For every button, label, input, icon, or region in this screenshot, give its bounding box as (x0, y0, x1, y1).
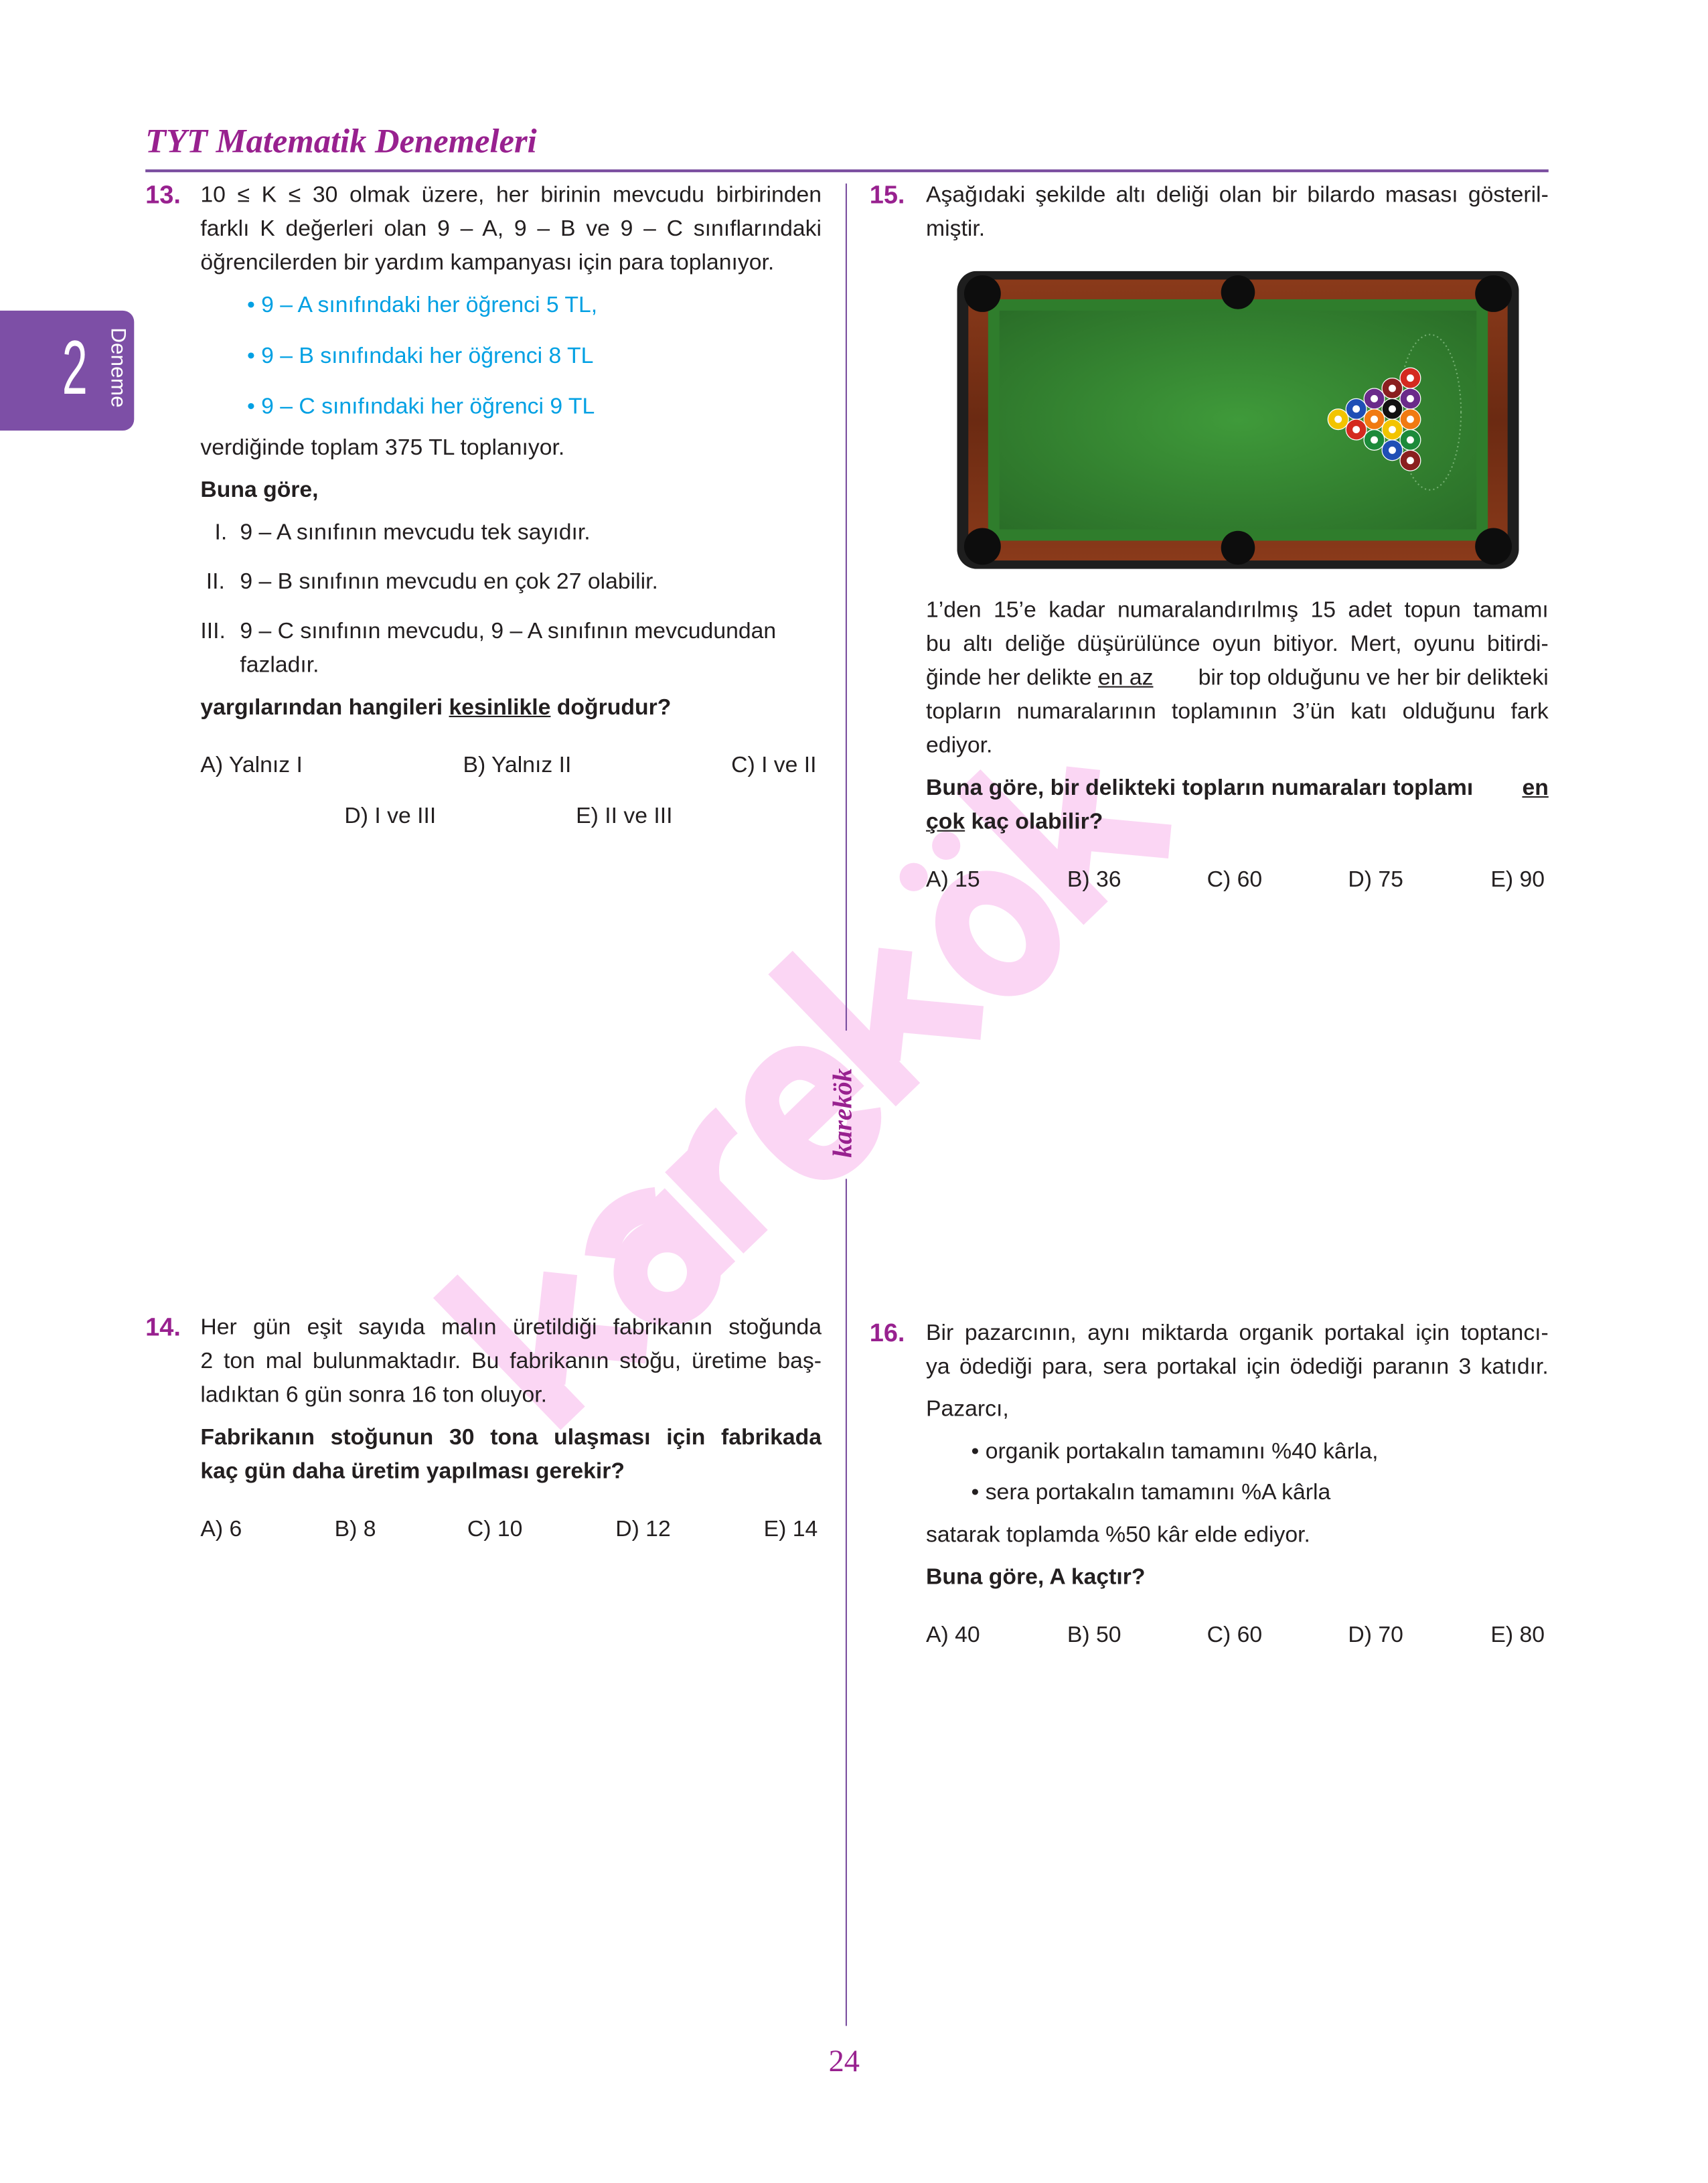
bullet-item: • 9 – B sınıfındaki her öğrenci 8 TL (246, 344, 594, 369)
text-line: 10 ≤ K ≤ 30 olmak üzere, her birinin mevcudu birbirinden (200, 183, 822, 208)
ball-number-spot (1352, 426, 1360, 433)
page-header-title: TYT Matematik Denemeleri (145, 124, 537, 161)
side-tab-label: Deneme (106, 327, 130, 408)
text-line: ya ödediği para, sera portakal için ödediği paranın 3 katıdır. (926, 1355, 1549, 1379)
ball-number-spot (1389, 405, 1396, 412)
statement-text: 9 – C sınıfının mevcudu, 9 – A sınıfının mevcudundan (240, 619, 777, 644)
bullet-item: • 9 – A sınıfındaki her öğrenci 5 TL, (246, 293, 598, 318)
question-text-part: doğrudur? (550, 696, 672, 721)
page-number: 24 (828, 2042, 860, 2079)
ball-number-spot (1389, 447, 1396, 454)
statement-num: I. (214, 520, 228, 545)
pocket (1221, 531, 1255, 565)
option-e[interactable]: E) II ve III (576, 804, 673, 829)
ball-number-spot (1389, 426, 1396, 433)
question-text: Fabrikanın stoğunun 30 tona ulaşması için fabrikada (200, 1426, 822, 1450)
text-line: Her gün eşit sayıda malın üretildiği fabrikanın stoğunda (200, 1315, 822, 1340)
option-d[interactable]: D) 70 (1348, 1623, 1403, 1648)
ball-number-spot (1407, 395, 1414, 402)
question-text (200, 696, 671, 721)
ball-number-spot (1371, 416, 1378, 423)
text-line: öğrencilerden bir yardım kampanyası için para toplanıyor. (200, 251, 775, 276)
statement-text: fazladır. (240, 654, 319, 678)
option-b[interactable]: B) 50 (1067, 1623, 1121, 1648)
option-b[interactable]: B) 36 (1067, 868, 1121, 893)
side-tab (0, 311, 134, 431)
bullet-item: • organik portakalın tamamını %40 kârla, (971, 1440, 1379, 1464)
ball-number-spot (1352, 405, 1360, 412)
question-text-part: yargılarından hangileri (200, 696, 449, 721)
pocket (964, 275, 1001, 312)
option-d[interactable]: D) 12 (615, 1517, 671, 1542)
question-number: 14. (145, 1312, 181, 1341)
option-b[interactable]: B) Yalnız II (463, 753, 572, 778)
text-part: ğinde her delikte (926, 666, 1098, 690)
question-number: 13. (145, 180, 181, 210)
column-divider-bottom (846, 1179, 847, 2026)
question-text: kaç gün daha üretim yapılması gerekir? (200, 1459, 625, 1484)
ball-number-spot (1371, 395, 1378, 402)
pocket (964, 528, 1001, 565)
text-part: bir top olduğunu ve her bir delikteki (1192, 666, 1549, 690)
text-line: verdiğinde toplam 375 TL toplanıyor. (200, 436, 565, 461)
side-tab-number: 2 (62, 326, 88, 411)
question-number: 16. (869, 1319, 905, 1347)
option-e[interactable]: E) 90 (1490, 868, 1545, 893)
text-line: ediyor. (926, 734, 993, 759)
column-divider-top (846, 183, 847, 1031)
watermark-glyph-a (591, 1193, 723, 1326)
billiard-table-figure (957, 271, 1519, 569)
text-line: miştir. (926, 217, 986, 242)
question-text-part: kaç olabilir? (965, 810, 1103, 835)
option-a[interactable]: A) 6 (200, 1517, 242, 1542)
ball-number-spot (1371, 436, 1378, 443)
text-line: satarak toplamda %50 kâr elde ediyor. (926, 1523, 1310, 1548)
option-c[interactable]: C) 10 (467, 1517, 523, 1542)
pocket (1221, 275, 1255, 309)
option-c[interactable]: C) 60 (1207, 1623, 1263, 1648)
text-line: topların numaralarının toplamının 3’ün katı olduğunu fark (926, 700, 1549, 725)
bullet-item: • 9 – C sınıfındaki her öğrenci 9 TL (246, 395, 595, 420)
text-line: 2 ton mal bulunmaktadır. Bu fabrikanın stoğu, üretime baş- (200, 1349, 822, 1374)
lead-text: Buna göre, (200, 478, 319, 503)
option-c[interactable]: C) 60 (1207, 868, 1263, 893)
question-text-underlined: kesinlikle (449, 696, 551, 721)
text-line: Bir pazarcının, aynı miktarda organik portakal için toptancı- (926, 1321, 1549, 1346)
question-number: 15. (869, 180, 905, 210)
header-divider (145, 169, 1549, 172)
option-d[interactable]: D) I ve III (344, 804, 437, 829)
pocket (1475, 528, 1512, 565)
question-text: Buna göre, A kaçtır? (926, 1566, 1146, 1590)
question-text (926, 777, 1549, 802)
question-text (926, 810, 1103, 836)
option-e[interactable]: E) 14 (763, 1517, 818, 1542)
text-line: bu altı deliğe düşürülünce oyun bitiyor. Mert, oyunu bitirdi- (926, 632, 1549, 657)
option-a[interactable]: A) Yalnız I (200, 753, 303, 778)
option-c[interactable]: C) I ve II (731, 753, 817, 778)
bullet-item: • sera portakalın tamamını %A kârla (971, 1481, 1331, 1505)
ball-number-spot (1407, 436, 1414, 443)
option-e[interactable]: E) 80 (1490, 1623, 1545, 1648)
ball-number-spot (1407, 374, 1414, 382)
ball-number-spot (1334, 416, 1342, 423)
option-b[interactable]: B) 8 (334, 1517, 376, 1542)
column-label: karekök (828, 1068, 858, 1158)
text-line (926, 666, 1549, 692)
ball-number-spot (1407, 416, 1414, 423)
text-line: Aşağıdaki şekilde altı deliği olan bir bilardo masası gösteril- (926, 183, 1549, 208)
question-text-underlined: en (1522, 776, 1549, 801)
statement-text: 9 – A sınıfının mevcudu tek sayıdır. (240, 520, 591, 545)
option-a[interactable]: A) 15 (926, 868, 980, 893)
ball-number-spot (1407, 457, 1414, 464)
statement-num: III. (200, 619, 226, 644)
option-a[interactable]: A) 40 (926, 1623, 980, 1648)
ball-number-spot (1389, 385, 1396, 392)
pocket (1475, 275, 1512, 312)
statement-num: II. (206, 570, 225, 595)
text-line: 1’den 15’e kadar numaralandırılmış 15 adet topun tamamı (926, 598, 1549, 623)
option-d[interactable]: D) 75 (1348, 868, 1403, 893)
question-text-part: Buna göre, bir delikteki topların numaraları toplamı (926, 776, 1480, 801)
text-line: farklı K değerleri olan 9 – A, 9 – B ve 9 – C sınıflarındaki (200, 217, 822, 242)
question-text-underlined: çok (926, 810, 965, 835)
text-line: ladıktan 6 gün sonra 16 ton oluyor. (200, 1383, 547, 1408)
statement-text: 9 – B sınıfının mevcudu en çok 27 olabilir. (240, 570, 658, 595)
text-line: Pazarcı, (926, 1398, 1009, 1422)
text-underlined: en az (1097, 666, 1154, 690)
